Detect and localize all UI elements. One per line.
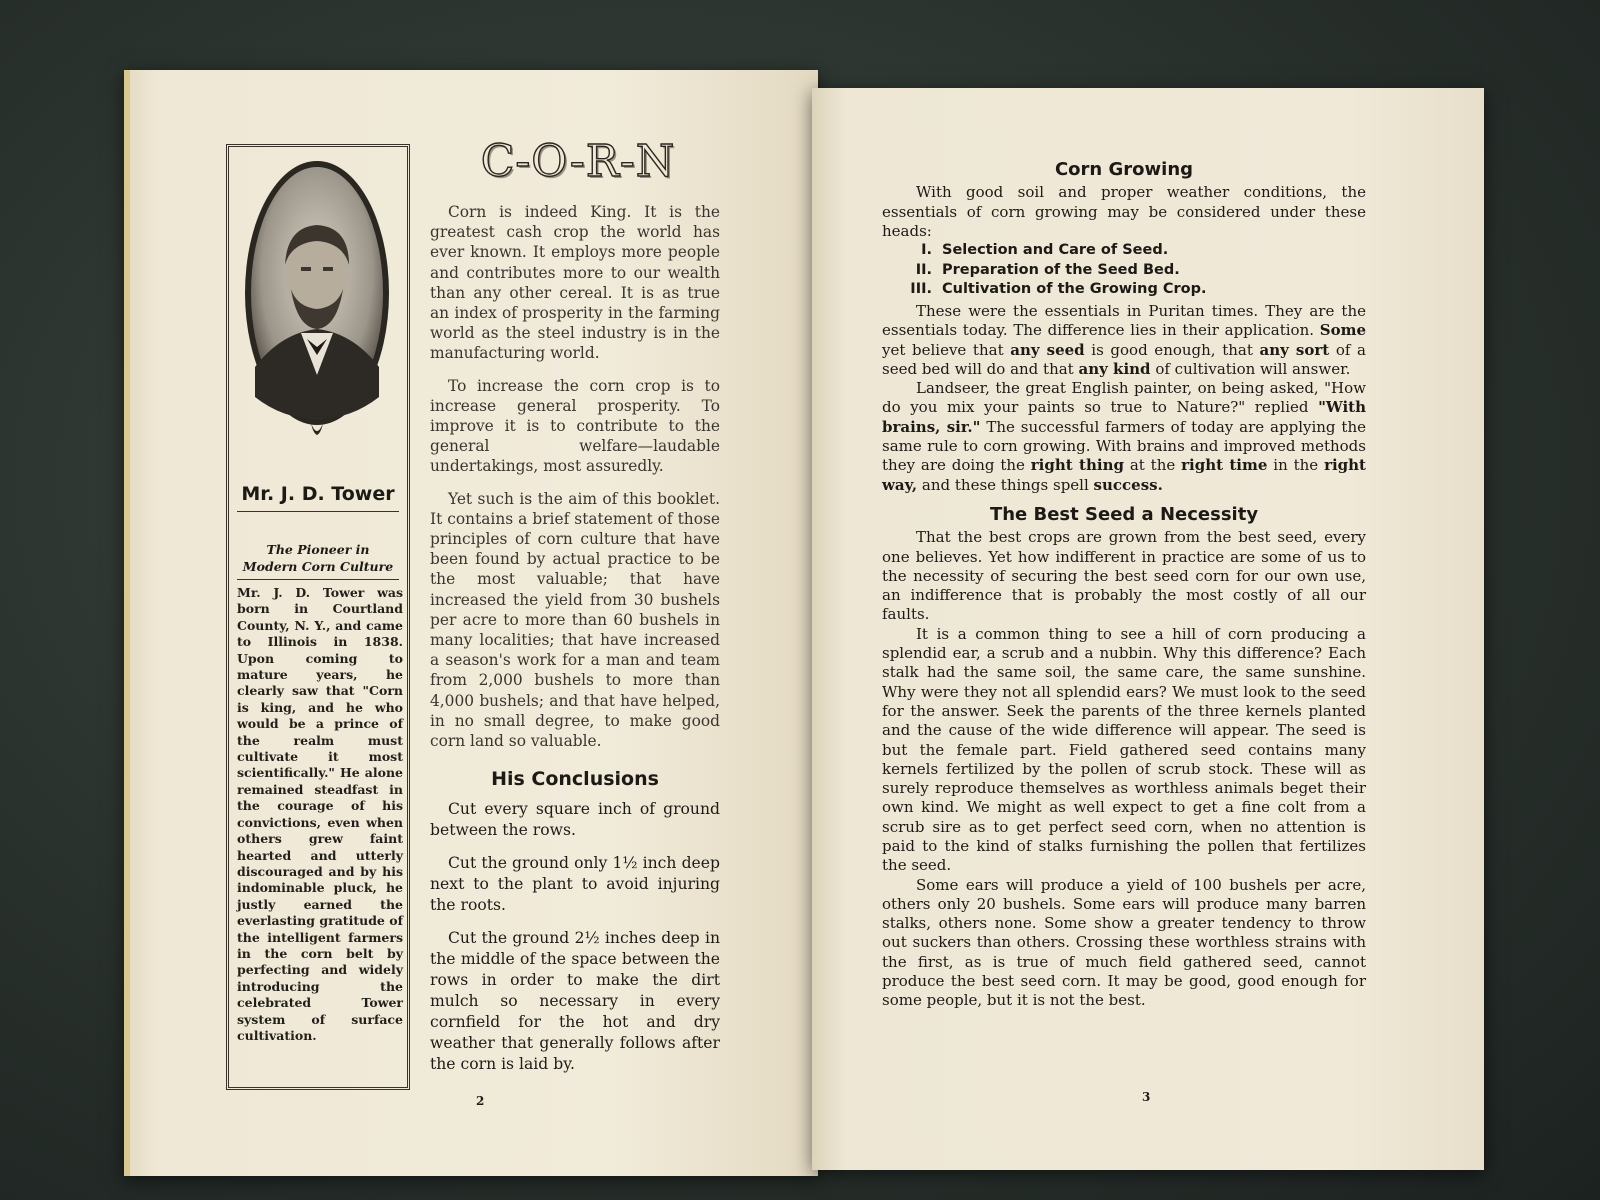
bold-run: right time bbox=[1181, 456, 1268, 475]
divider bbox=[237, 511, 399, 512]
portrait-of-jd-tower bbox=[241, 157, 393, 447]
booklet-title: C-O-R-N bbox=[480, 136, 676, 187]
essential-number: I. bbox=[921, 242, 932, 259]
best-seed-paragraph-3: Some ears will produce a yield of 100 bushels per acre, others only 20 bushels. Some ears will produce many barren stalks, others none. Some show a greater tendency to throw out suckers than others. Crossing these worthless strains with the first, as is true of much field gathered seed, cannot produce the best seed corn. It may be good, good enough for some people, but it is not the best. bbox=[882, 875, 1366, 1010]
best-seed-paragraph-2: It is a common thing to see a hill of corn producing a splendid ear, a scrub and a nubbin. Why this difference? Each stalk had the same soil, the same care, the same sunshine. Why were they not all splendid ears? We must look to the seed for the answer. Seek the parents of the three kernels planted and the cause of the wide difference will appear. The seed is but the female part. Field gathered seed contains many kernels fertilized by the pollen of scrub stock. These will as surely reproduce themselves as worthless animals beget their own kind. We might as well expect to get a fine colt from a scrub sire as to get perfect seed corn, when no attention is paid to the kind of stalks furnishing the pollen that fertilizes the seed. bbox=[882, 624, 1366, 875]
text-run: of cultivation will answer. bbox=[1150, 359, 1351, 378]
portrait-caption-name: Mr. J. D. Tower bbox=[241, 483, 395, 505]
best-seed-paragraph-1: That the best crops are grown from the best seed, every one believes. Yet how indifferent in practice are some of us to the necessity of securing the best seed corn for our own use, an indifference that is probably the most costly of all our faults. bbox=[882, 528, 1366, 624]
bold-run: right way, bbox=[882, 456, 1366, 494]
page-number-right: 3 bbox=[1142, 1090, 1151, 1104]
essential-item bbox=[902, 261, 1366, 281]
right-page bbox=[812, 88, 1484, 1170]
essential-item bbox=[902, 280, 1366, 300]
essential-text: Selection and Care of Seed. bbox=[942, 242, 1169, 259]
essential-text: Cultivation of the Growing Crop. bbox=[942, 281, 1207, 298]
bold-run: any sort bbox=[1259, 340, 1330, 359]
bold-run: any kind bbox=[1078, 359, 1151, 378]
intro-paragraph-2: To increase the corn crop is to increase general prosperity. To improve it is to contribute to the general welfare—laudable undertakings, most assuredly. bbox=[430, 376, 720, 476]
right-text-column bbox=[882, 160, 1366, 1011]
text-run: at the bbox=[1123, 456, 1182, 475]
left-text-column bbox=[430, 202, 720, 1087]
essential-text: Preparation of the Seed Bed. bbox=[942, 261, 1180, 278]
sidebar-tagline bbox=[235, 541, 401, 575]
text-run: is good enough, that bbox=[1084, 340, 1260, 359]
landseer-paragraph bbox=[882, 379, 1366, 495]
corn-growing-intro: With good soil and proper weather conditions, the essentials of corn growing may be considered under these heads: bbox=[882, 183, 1366, 240]
bold-run: right thing bbox=[1030, 456, 1124, 475]
bold-run: "With brains, sir." bbox=[882, 398, 1366, 436]
essential-number: II. bbox=[915, 261, 932, 278]
text-run: yet believe that bbox=[882, 340, 1011, 359]
conclusions-heading: His Conclusions bbox=[491, 768, 659, 791]
tagline-line-1: The Pioneer in bbox=[266, 542, 370, 557]
puritan-paragraph bbox=[882, 302, 1366, 379]
text-run: Landseer, the great English painter, on being asked, "How do you mix your paints so true to Nature?" replied bbox=[882, 379, 1366, 417]
bold-run: any seed bbox=[1010, 340, 1085, 359]
conclusion-item: Cut the ground 2½ inches deep in the middle of the space between the rows in order to make the dirt mulch so necessary in every cornfield for the hot and dry weather that generally follows after the corn is laid by. bbox=[430, 929, 720, 1074]
text-run: in the bbox=[1267, 456, 1325, 475]
text-run: These were the essentials in Puritan times. They are the essentials today. The difference lies in their application. bbox=[882, 301, 1366, 340]
conclusions-list bbox=[430, 799, 720, 1075]
essential-number: III. bbox=[910, 281, 932, 298]
bold-run: success. bbox=[1093, 475, 1163, 494]
sidebar-biography: Mr. J. D. Tower was born in Courtland County, N. Y., and came to Illinois in 1838. Upon coming to mature years, he clearly saw that "Corn is king, and he who would be a prince of the realm must cultivate it most scientifically." He alone remained steadfast in the courage of his convictions, even when others grew faint hearted and utterly discouraged and by his indominable pluck, he justly earned the everlasting gratitude of the intelligent farmers in the corn belt by perfecting and widely introducing the celebrated Tower system of surface cultivation. bbox=[237, 585, 403, 1043]
essentials-list bbox=[882, 241, 1366, 300]
divider bbox=[237, 579, 399, 580]
tower-sidebar bbox=[226, 144, 410, 1090]
conclusion-item: Cut the ground only 1½ inch deep next to the plant to avoid injuring the roots. bbox=[430, 854, 720, 915]
corn-growing-heading: Corn Growing bbox=[1054, 159, 1194, 180]
conclusion-item: Cut every square inch of ground between the rows. bbox=[430, 800, 720, 840]
left-page bbox=[124, 70, 818, 1176]
intro-paragraph-1: Corn is indeed King. It is the greatest cash crop the world has ever known. It employs more people and contributes more to our wealth than any other cereal. It is as true an index of prosperity in the farming world as the steel industry is in the manufacturing world. bbox=[430, 203, 720, 363]
best-seed-heading: The Best Seed a Necessity bbox=[989, 503, 1259, 525]
tagline-line-2: Modern Corn Culture bbox=[242, 559, 394, 574]
text-run: The successful farmers of today are applying the same rule to corn growing. With brains and improved methods they are doing the bbox=[882, 417, 1366, 475]
essential-item bbox=[902, 241, 1366, 261]
text-run: of a seed bed will do and that bbox=[882, 340, 1366, 378]
bold-run: Some bbox=[1319, 321, 1366, 340]
intro-paragraph-3: Yet such is the aim of this booklet. It contains a brief statement of those principles of corn culture that have been found by actual practice to be the most valuable; that have increased the yield from 30 bushels per acre to more than 60 bushels in many localities; that have increased a season's work for a man and team from 2,000 bushels to more than 4,000 bushels; and that have helped, in no small degree, to make good corn land so valuable. bbox=[430, 489, 720, 751]
page-number-left: 2 bbox=[476, 1094, 485, 1108]
text-run: and these things spell bbox=[917, 475, 1094, 494]
